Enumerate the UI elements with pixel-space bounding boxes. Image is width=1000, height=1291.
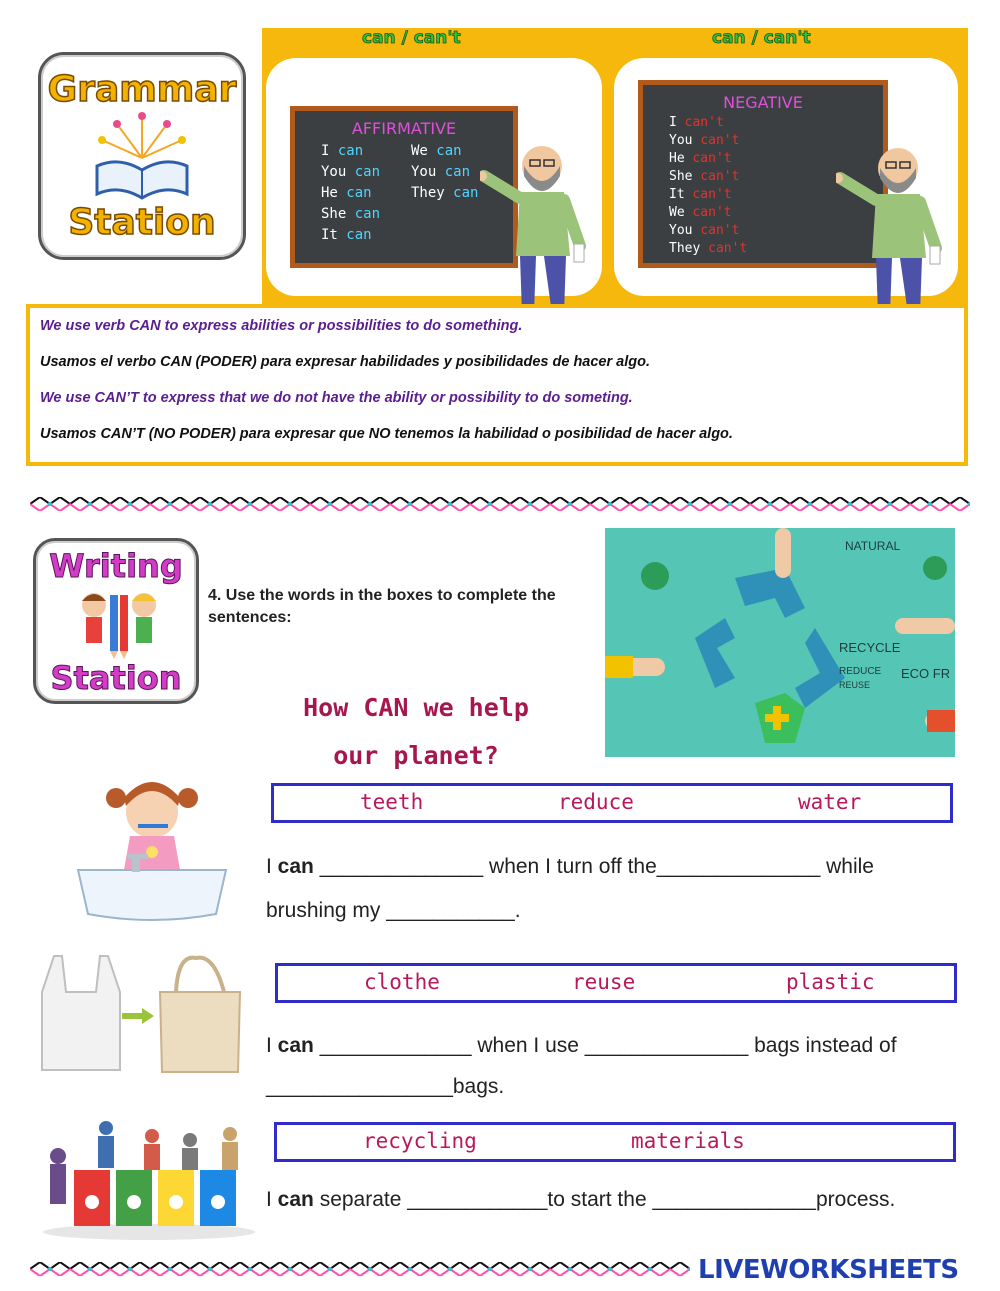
board-pronoun: They bbox=[669, 241, 701, 256]
word-box-1 bbox=[271, 783, 953, 823]
affirmative-board-row bbox=[321, 143, 363, 159]
exercise-instruction: 4. Use the words in the boxes to complete the sentences: bbox=[208, 587, 556, 626]
picture-label-reuse: REUSE bbox=[839, 680, 871, 690]
sentence-rest[interactable]: ______________ when I turn off the______________ while bbox=[313, 855, 874, 878]
exercise-3-line-1 bbox=[266, 1188, 895, 1212]
picture-label-reduce: REDUCE bbox=[839, 666, 882, 677]
affirmative-board-title: AFFIRMATIVE bbox=[351, 119, 457, 138]
board-verb: can bbox=[337, 143, 364, 159]
explanation-line-1: We use verb CAN to express abilities or possibilities to do something. bbox=[40, 318, 523, 334]
question-line-1: How CAN we help bbox=[303, 693, 529, 722]
writing-station-word1: Writing bbox=[49, 547, 183, 585]
word-box-2 bbox=[275, 963, 957, 1003]
board-verb: can't bbox=[684, 115, 724, 130]
board-verb: can bbox=[354, 206, 381, 222]
picture-label-recycle: RECYCLE bbox=[839, 640, 901, 655]
grammar-station-badge bbox=[38, 52, 246, 260]
liveworksheets-logo bbox=[698, 1255, 959, 1285]
word-box-2-word-3: plastic bbox=[786, 970, 875, 994]
board-pronoun: He bbox=[321, 185, 338, 201]
affirmative-board-row bbox=[321, 227, 372, 243]
board-pronoun: It bbox=[321, 227, 338, 243]
exercise-1-line-2[interactable]: brushing my ___________. bbox=[266, 899, 521, 922]
open-book-icon bbox=[87, 110, 197, 202]
zigzag-divider-bottom bbox=[30, 1262, 690, 1276]
negative-board-row bbox=[669, 169, 739, 184]
word-box-3 bbox=[274, 1122, 956, 1162]
grammar-panels-frame bbox=[262, 28, 968, 304]
negative-board-row bbox=[669, 151, 732, 166]
word-box-3-word-2: materials bbox=[631, 1129, 745, 1153]
board-verb: can bbox=[444, 164, 471, 180]
sentence-bold-can: can bbox=[277, 855, 314, 878]
board-pronoun: I bbox=[321, 143, 330, 159]
board-verb: can bbox=[346, 227, 372, 243]
board-verb: can't bbox=[700, 223, 740, 238]
negative-board-row bbox=[669, 241, 747, 256]
board-verb: can bbox=[346, 185, 372, 201]
people-with-recycle-bins-illustration bbox=[40, 1106, 258, 1240]
board-verb: can't bbox=[692, 187, 732, 202]
question-line-2: our planet? bbox=[333, 741, 499, 770]
negative-board-row bbox=[669, 223, 739, 238]
affirmative-board-row bbox=[321, 164, 380, 180]
grammar-explanation-box bbox=[26, 304, 968, 466]
board-verb: can bbox=[354, 164, 381, 180]
exercise-2-line-1 bbox=[266, 1034, 897, 1058]
zigzag-divider-top bbox=[30, 497, 970, 511]
grammar-station-word2: Station bbox=[68, 202, 216, 243]
board-pronoun: I bbox=[669, 115, 677, 130]
board-pronoun: You bbox=[669, 223, 693, 238]
plastic-to-cloth-bag-illustration bbox=[36, 952, 242, 1074]
affirmative-board-row bbox=[411, 143, 462, 159]
word-box-1-word-3: water bbox=[798, 790, 862, 814]
affirmative-board-row bbox=[321, 185, 372, 201]
board-pronoun: He bbox=[669, 151, 685, 166]
board-pronoun: They bbox=[411, 185, 445, 201]
negative-board-title: NEGATIVE bbox=[723, 93, 803, 112]
negative-board-row bbox=[669, 133, 739, 148]
board-pronoun: We bbox=[669, 205, 685, 220]
writing-station-word2: Station bbox=[50, 659, 182, 697]
picture-label-eco: ECO FR bbox=[901, 666, 951, 681]
exercise-2-line-2[interactable]: ________________bags. bbox=[266, 1075, 505, 1098]
board-pronoun: She bbox=[669, 169, 693, 184]
board-verb: can't bbox=[692, 151, 732, 166]
negative-panel bbox=[614, 28, 958, 296]
recycling-hands-picture bbox=[605, 528, 955, 757]
affirmative-board-row bbox=[411, 164, 470, 180]
writing-station-badge bbox=[33, 538, 199, 704]
liveworksheets-logo-text: LIVEWORKSHEETS bbox=[698, 1255, 959, 1285]
board-verb: can't bbox=[692, 205, 732, 220]
sentence-rest[interactable]: _____________ when I use ______________ bags instead of bbox=[313, 1034, 897, 1057]
board-verb: can't bbox=[700, 133, 740, 148]
word-box-1-word-1: teeth bbox=[360, 790, 424, 814]
sentence-start: I bbox=[266, 855, 278, 878]
negative-board-row bbox=[669, 115, 724, 130]
board-pronoun: You bbox=[321, 164, 347, 180]
exercise-question bbox=[266, 684, 566, 780]
affirmative-board-row bbox=[321, 206, 380, 222]
board-pronoun: She bbox=[321, 206, 347, 222]
explanation-line-2: Usamos el verbo CAN (PODER) para expresar habilidades y posibilidades de hacer algo. bbox=[40, 354, 651, 370]
board-pronoun: You bbox=[411, 164, 437, 180]
board-pronoun: We bbox=[411, 143, 428, 159]
explanation-line-3: We use CAN’T to express that we do not have the ability or possibility to do someting. bbox=[40, 390, 633, 406]
sentence-bold-can: can bbox=[277, 1034, 314, 1057]
affirmative-panel-title: can / can't bbox=[362, 28, 461, 48]
kids-with-pencils-icon bbox=[56, 585, 176, 659]
sentence-rest[interactable]: separate ____________to start the ______________process. bbox=[313, 1188, 896, 1211]
board-verb: can bbox=[453, 185, 479, 201]
board-pronoun: You bbox=[669, 133, 693, 148]
affirmative-board-row bbox=[411, 185, 478, 201]
grammar-station-word1: Grammar bbox=[47, 69, 237, 110]
affirmative-panel bbox=[266, 28, 602, 296]
girl-brushing-teeth-illustration bbox=[72, 770, 232, 922]
negative-panel-title: can / can't bbox=[712, 28, 811, 48]
word-box-1-word-2: reduce bbox=[558, 790, 634, 814]
picture-label-natural: NATURAL bbox=[845, 539, 901, 553]
sentence-start: I bbox=[266, 1188, 278, 1211]
recycle-symbol-icon bbox=[605, 528, 955, 757]
negative-board-row bbox=[669, 205, 732, 220]
negative-board-row bbox=[669, 187, 732, 202]
word-box-2-word-2: reuse bbox=[572, 970, 636, 994]
explanation-line-4: Usamos CAN’T (NO PODER) para expresar que NO tenemos la habilidad o posibilidad de hacer algo. bbox=[40, 426, 733, 442]
board-verb: can bbox=[436, 143, 462, 159]
teacher-pointing-illustration bbox=[480, 136, 610, 326]
board-verb: can't bbox=[700, 169, 740, 184]
teacher-pointing-illustration bbox=[836, 138, 956, 326]
sentence-bold-can: can bbox=[277, 1188, 314, 1211]
board-verb: can't bbox=[708, 241, 748, 256]
word-box-3-word-1: recycling bbox=[363, 1129, 477, 1153]
exercise-1-line-1 bbox=[266, 855, 874, 879]
word-box-2-word-1: clothe bbox=[364, 970, 440, 994]
board-pronoun: It bbox=[669, 187, 685, 202]
sentence-start: I bbox=[266, 1034, 278, 1057]
